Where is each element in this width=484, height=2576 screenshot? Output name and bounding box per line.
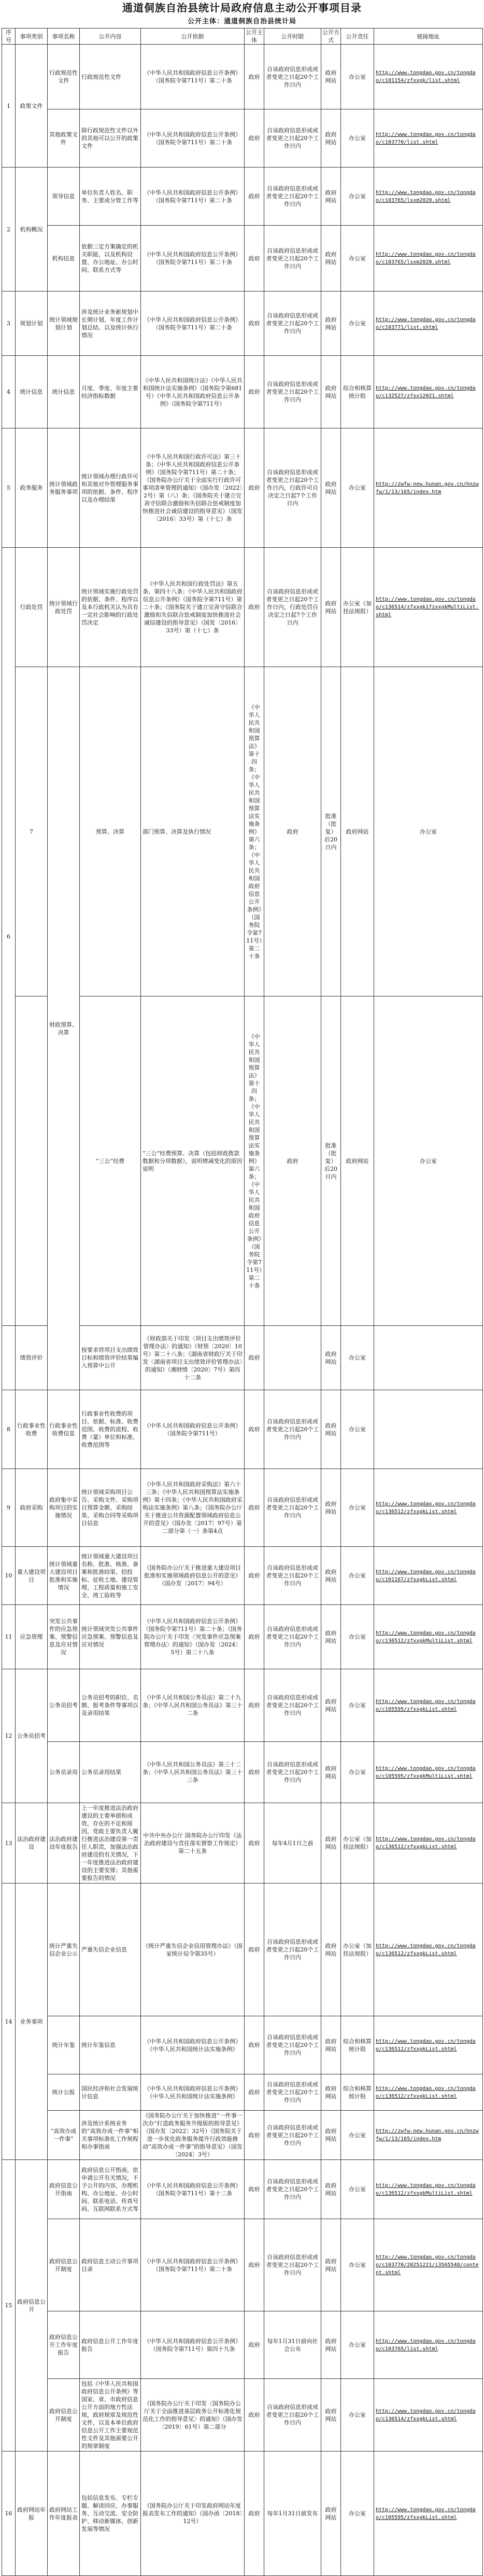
- table-cell: 政府: [245, 1326, 264, 1390]
- table-cell: 涉及统计系统业务的“高效办成一件事”相关事项标准化工作规程和办事指南: [80, 2111, 141, 2160]
- table-cell: 《国务院办公厅关于印发〈国务院办公厅关于全面推进基层政务公开标准化规范化工作的指导意见〉的通知》（国办发〔2019〕61号）第二部分: [141, 2379, 245, 2452]
- table-cell: 《国务院办公厅关于加快推进“一件事一次办”打造政务服务升级版的指导意见》（国办发〔2022〕32号）《国务院关于进一步优化政务服务提升行政效能推动“高效办成一件事”的指导意见》（国发〔2024〕3号）: [141, 2111, 245, 2160]
- table-cell: 5: [2, 428, 16, 548]
- table-cell: 自该政府信息形成或者变更之日起20个工作日内: [264, 2111, 321, 2160]
- table-cell: 每年1月31日前发布: [264, 2452, 321, 2576]
- table-cell: 依据三定方案确定的机关职能，以及机构设置、办公地址、办公时间、联系方式等: [80, 226, 141, 292]
- table-cell: 《中华人民共和国政府信息公开条例》（国务院令第711号）: [141, 1390, 245, 1469]
- table-row: [2, 356, 483, 428]
- table-cell: 包括《中华人民共和国政府信息公开条例》等国家、省、市政府信息公开方面的地方性法规，政府规章及规范性文件，以及本单位政府信息公开工作主要规范性文件及其他需要公开的规章制度: [80, 2379, 141, 2452]
- table-cell: 11: [2, 1605, 16, 1669]
- table-cell: 公务员录用: [48, 1742, 80, 1803]
- table-cell: 自该政府信息形成或者变更之日起20个工作日内: [264, 2160, 321, 2219]
- table-cell: 14: [2, 1883, 16, 2160]
- table-cell: 《中华人民共和国行政许可法》第三十条；《中华人民共和国政府信息公开条例》（国务院令第711号）第二十条；《国务院办公厅关于全面实行行政许可事项清单管理的通知》（国办发〔2022〕2号）第（八）条；《国务院关于建立完善守信联合激励和失信联合惩戒制度加快推进社会诚信建设的指导意见》（国发〔2016〕33号）第（十七）条: [141, 428, 245, 548]
- table-cell: 国民经济和社会发展统计信息: [80, 2074, 141, 2111]
- table-cell: 统计领域突发公共事件应急预案、预警信息及应对情况: [80, 1605, 141, 1669]
- link-cell[interactable]: http://www.tongdao.gov.cn/tongdao/c103771/list.shtml: [374, 292, 483, 356]
- table-cell: 政府网站工作年度报表: [48, 2452, 80, 2576]
- table-cell: 政府: [245, 2219, 264, 2311]
- table-cell: 批准（批复）后20日内: [321, 667, 341, 996]
- table-cell: 政府: [264, 667, 321, 996]
- catalog-page: [2, 0, 482, 2576]
- table-row: [2, 1469, 483, 1547]
- table-row: [2, 2311, 483, 2379]
- link-cell[interactable]: http://www.tongdao.gov.cn/tongdao/c136512/zfxxgkList.shtml: [374, 2016, 483, 2074]
- table-cell: 《中华人民共和国统计法》《中华人民共和国统计法实施条例》（国务院令第681号）《中华人民共和国政府信息公开条例》（国务院令第711号）: [141, 356, 245, 428]
- table-cell: 统计领域行政处罚: [48, 548, 80, 667]
- table-cell: 政府网站: [321, 2219, 341, 2311]
- table-cell: 自该政府信息形成或者变更之日起20个工作日内: [264, 109, 321, 168]
- table-cell: 《国务院办公厅关于推进重大建设项目批准和实施领域政府信息公开的意见》（国办发〔2017〕94号）: [141, 1547, 245, 1605]
- table-cell: 政府网站年报: [16, 2452, 48, 2576]
- link-cell[interactable]: http://www.tongdao.gov.cn/tongdao/c136512/zfxxgkMultiList.shtml: [374, 2160, 483, 2219]
- table-cell: 办公室: [341, 2379, 374, 2452]
- table-cell: 公务员招考: [16, 1669, 48, 1803]
- table-cell: 政府: [245, 2160, 264, 2219]
- table-cell: 按要求将项目支出绩效目标和绩效评价结果编入预算中公开: [80, 1326, 141, 1390]
- table-row: [2, 109, 483, 168]
- table-row: [2, 667, 483, 996]
- table-cell: 重大建设项目: [16, 1547, 48, 1605]
- link-cell[interactable]: http://www.tongdao.gov.cn/tongdao/c136512/zfxxgkList.shtml: [374, 1469, 483, 1547]
- header-cell: 公开内容: [80, 29, 141, 45]
- link-cell[interactable]: http://www.tongdao.gov.cn/tongdao/c103765/list.shtml: [374, 2311, 483, 2379]
- table-cell: 公务员录用结果: [80, 1742, 141, 1803]
- table-cell: 自该政府信息形成或者变更之日起20个工作日内: [264, 1390, 321, 1469]
- table-cell: 其他政策文件: [48, 109, 80, 168]
- link-cell[interactable]: http://www.tongdao.gov.cn/tongdao/c105595/zfxxgkMultiList.shtml: [374, 1742, 483, 1803]
- table-row: [2, 2379, 483, 2452]
- table-cell: 政府网站: [321, 1803, 341, 1883]
- table-cell: 行政处罚: [16, 548, 48, 667]
- table-row: [2, 292, 483, 356]
- table-cell: 业务事项: [16, 1883, 48, 2160]
- table-cell: 办公室（加挂法规股）: [341, 1883, 374, 2016]
- table-cell: 政府网站: [321, 2074, 341, 2111]
- table-cell: 《中华人民共和国政府信息公开条例》（国务院令第711号）第二十条: [141, 109, 245, 168]
- table-cell: 统计领域办理行政许可和其他对外管理服务事项的依据、条件、程序以及办理结果: [80, 428, 141, 548]
- table-cell: 7: [16, 667, 48, 996]
- table-cell: 公务员招考: [48, 1669, 80, 1742]
- header-cell: 公开时限: [264, 29, 321, 45]
- table-cell: 政策文件: [16, 45, 48, 168]
- table-cell: 政府采购: [16, 1469, 48, 1547]
- table-cell: 政府: [264, 996, 321, 1326]
- table-cell: 办公室: [341, 1390, 374, 1469]
- table-cell: 政府网站: [321, 356, 341, 428]
- table-cell: 《中华人民共和国政府信息公开条例》（国务院令第711号）第二十条: [141, 45, 245, 109]
- table-cell: 办公室: [341, 2452, 374, 2576]
- table-cell: 统计年鉴: [48, 2016, 80, 2074]
- table-cell: 政府: [245, 226, 264, 292]
- table-cell: 政府: [245, 1742, 264, 1803]
- table-cell: 自该政府信息形成或者变更之日起20个工作日内: [264, 2379, 321, 2452]
- link-cell[interactable]: http://www.tongdao.gov.cn/tongdao/c136512/zfxxgkMultiList.shtml: [374, 1605, 483, 1669]
- link-cell: [374, 1390, 483, 1469]
- table-cell: 月度、季度、年度主要经济指标数据: [80, 356, 141, 428]
- table-cell: 统计领域政务服务事项: [48, 428, 80, 548]
- table-cell: 《中华人民共和国政府信息公开条例》（国务院令第711号）第四十九条: [141, 2311, 245, 2379]
- table-cell: 政府网站: [341, 667, 374, 996]
- table-cell: 统计年鉴信息: [80, 2016, 141, 2074]
- table-row: [2, 1742, 483, 1803]
- table-cell: 政府网站: [321, 1547, 341, 1605]
- table-cell: 政府网站: [341, 996, 374, 1326]
- table-cell: 《中华人民共和国预算法》第十四条；《中华人民共和国预算法实施条例》第六条；《中华人民共和国政府信息公开条例》（国务院令第711号）第二十条: [245, 996, 264, 1326]
- table-cell: 政府: [245, 2111, 264, 2160]
- table-cell: 办公室: [341, 168, 374, 226]
- table-cell: 统计领域重大建设项目名称、批准、核准、备案和批准结果、招投标、征收土地、建设管理、工程质量和施工安全、竣工验收等: [80, 1547, 141, 1605]
- table-cell: 政府信息主动公开事项目录: [80, 2219, 141, 2311]
- table-cell: 政府网站: [321, 2016, 341, 2074]
- table-cell: 办公室: [341, 226, 374, 292]
- table-cell: 《中华人民共和国公务员法》第二十九条；《中华人民共和国公务员法》第三十二条: [141, 1669, 245, 1742]
- table-cell: [16, 996, 48, 1326]
- table-cell: 每年1月31日前向社会公布: [264, 2311, 321, 2379]
- table-cell: 统计领域采购项目公告、采购文件、采购项目预算金额、采购结果、采购合同等采购项目信息: [80, 1469, 141, 1547]
- table-cell: 办公室: [341, 109, 374, 168]
- table-cell: 办公室: [341, 428, 374, 548]
- table-cell: 政府网站: [321, 2311, 341, 2379]
- table-cell: 政府: [245, 1547, 264, 1605]
- table-cell: 政府网站: [321, 1390, 341, 1469]
- table-cell: 预算、决算: [80, 667, 141, 996]
- table-cell: 《中华人民共和国政府信息公开条例》（国务院令第711号）第二十条；《国务院办公厅关于印发〈突发事件应急预案管理办法〉的通知》（国办发〔2024〕5号）第二十八条: [141, 1605, 245, 1669]
- table-cell: 政府网站: [321, 2379, 341, 2452]
- table-cell: 政府: [245, 292, 264, 356]
- table-cell: 办公室: [341, 1547, 374, 1605]
- page-title: 通道侗族自治县统计局政府信息主动公开事项目录: [122, 2, 362, 14]
- table-cell: 办公室: [341, 2311, 374, 2379]
- table-cell: 政府网站: [321, 226, 341, 292]
- table-cell: 自该政府信息形成或者变更之日起20个工作日内: [264, 1605, 321, 1669]
- table-cell: 《财政部关于印发〈项目支出绩效评价管理办法〉的通知》（财预〔2020〕10号）第二十八条；《湖南省财政厅关于印发〈湖南省项目支出绩效评价管理办法〉的通知》（湘财绩〔2020〕7号）第四十二条: [141, 1326, 245, 1390]
- table-cell: 应急管理: [16, 1605, 48, 1669]
- table-cell: 自该政府信息形成或者变更之日起20个工作日内: [264, 168, 321, 226]
- table-cell: 自该政府信息形成或者变更之日起20个工作日内: [264, 1742, 321, 1803]
- table-cell: 政府: [245, 548, 264, 667]
- table-cell: 自该政府信息形成或者变更之日起20个工作日内: [264, 2074, 321, 2111]
- table-cell: 办公室（加挂法规股）: [341, 548, 374, 667]
- link-cell[interactable]: http://www.tongdao.gov.cn/tongdao/c105595/zfxxgkList.shtml: [374, 1669, 483, 1742]
- table-cell: 政府信息公开工作年度报告: [48, 2311, 80, 2379]
- table-cell: 公务员招考的职位、名额、报考条件等事项以及录用结果: [80, 1669, 141, 1742]
- table-cell: 政府网站: [321, 2452, 341, 2576]
- table-row: [2, 1883, 483, 2016]
- table-cell: 《中华人民共和国政府信息公开条例》（国务院令第711号）第二十条: [141, 2219, 245, 2311]
- table-cell: 8: [2, 1390, 16, 1469]
- table-cell: 政府信息公开制度: [48, 2379, 80, 2452]
- table-cell: 政府网站: [321, 1605, 341, 1669]
- table-cell: 自该政府信息形成或者变更之日起20个工作日内，行政许可自决定之日起7个工作日内: [264, 428, 321, 548]
- link-cell[interactable]: http://www.tongdao.gov.cn/tongdao/c136514/zfxxgk1fzxxgkMultiList.shtml: [374, 548, 483, 667]
- table-cell: 行政事业性收费的项目、依据、标准、收费范围、收费的流程、收费（量）单位和标准、收费范围等: [80, 1390, 141, 1469]
- header-cell: 事项类别: [16, 29, 48, 45]
- table-row: [2, 1669, 483, 1742]
- table-cell: 办公室: [374, 667, 483, 996]
- table-cell: 政府网站: [321, 292, 341, 356]
- table-cell: 政府: [245, 428, 264, 548]
- table-cell: 政府网站: [321, 2111, 341, 2160]
- table-row: [2, 2111, 483, 2160]
- table-cell: 政府网站: [321, 548, 341, 667]
- table-cell: 办公室: [341, 2219, 374, 2311]
- link-cell[interactable]: http://www.tongdao.gov.cn/tongdao/c105595/zfxxgkList.shtml: [374, 2452, 483, 2576]
- link-cell[interactable]: http://www.tongdao.gov.cn/tongdao/c136514/zfxxgkList.shtml: [374, 2379, 483, 2452]
- table-row: [2, 1803, 483, 1883]
- table-cell: 12: [2, 1669, 16, 1803]
- table-cell: 办公室: [341, 1326, 374, 1390]
- link-cell[interactable]: http://www.tongdao.gov.cn/tongdao/c103765/lsxm2020.shtml: [374, 168, 483, 226]
- table-cell: 办公室: [341, 1742, 374, 1803]
- table-cell: 政府: [245, 1469, 264, 1547]
- table-cell: 统计领域重大建设项目批准和实施情况: [48, 1547, 80, 1605]
- catalog-table: [2, 28, 483, 2576]
- table-cell: 政府信息公开指南: [48, 2160, 80, 2219]
- table-cell: 政府: [245, 2379, 264, 2452]
- table-cell: 中共中央办公厅 国务院办公厅印发《法治政府建设与责任落实督察工作规定》第二十五条: [141, 1803, 245, 1883]
- table-cell: 2: [2, 168, 16, 292]
- header-cell: 公开方式: [321, 29, 341, 45]
- table-cell: 上一年度推进法治政府建设的主要举措和成效，存在的不足和原因，党政主要负责人履行推进法治建设第一责任人职责，加强法治政府建设的有关情况，下一年度推进法治政府建设的主要安排；其他需要报告的情况: [80, 1803, 141, 1883]
- table-row: [2, 2074, 483, 2111]
- table-cell: 政府: [245, 1803, 264, 1883]
- table-cell: 6: [2, 548, 16, 1326]
- table-row: [2, 1390, 483, 1469]
- table-cell: 《中华人民共和国政府信息公开条例》（国务院令第711号）第二十条: [141, 168, 245, 226]
- header-cell: 公开责任: [341, 29, 374, 45]
- table-row: [2, 168, 483, 226]
- table-cell: 《中华人民共和国政府信息公开条例》（国务院令第711号）第二十条: [141, 226, 245, 292]
- table-cell: 自该政府信息形成或者变更之日起20个工作日内: [264, 356, 321, 428]
- table-cell: “三公”经费预算、决算（包括财政拨款数据和分项数据），说明增减变化的原因说明: [141, 996, 245, 1326]
- table-cell: 《中华人民共和国政府采购法》第六十三条；《中华人民共和国预算法实施条例》第十四条；《中华人民共和国政府采购法实施条例》第八条；《国务院办公厅关于推进公共资源配置领域政府信息公开的意见》（国办发〔2017〕97号）第二部分第（一）条第4点: [141, 1469, 245, 1547]
- table-cell: [264, 1326, 321, 1390]
- table-row: [2, 2160, 483, 2219]
- table-cell: 综合和核算统计股: [341, 2016, 374, 2074]
- link-cell[interactable]: http://www.tongdao.gov.cn/tongdao/c136512/zfxxgkList.shtml: [374, 2074, 483, 2111]
- table-cell: “三公”经费: [80, 996, 141, 1326]
- table-cell: 办公室: [341, 1669, 374, 1742]
- table-cell: 《国务院办公厅关于印发政府网站年度报表发布工作的通知》（国办函〔2018〕12号）: [141, 2452, 245, 2576]
- table-cell: 行政规范性文件: [80, 45, 141, 109]
- table-cell: 自该政府信息形成或者变更之日起20个工作日内: [264, 226, 321, 292]
- table-cell: 政府集中采购项目的实施情况: [48, 1469, 80, 1547]
- table-cell: 《中华人民共和国行政处罚法》第五条、第四十八条；《中华人民共和国政府信息公开条例》（国务院令第711号）第二十条；《国务院关于建立完善守信联合激励和失信联合惩戒制度加快推进社会诚信建设的指导意见》（国发〔2016〕33号）第（十七）条: [141, 548, 245, 667]
- table-cell: 政府: [245, 1669, 264, 1742]
- table-cell: 统计信息: [16, 356, 48, 428]
- table-cell: 政府: [245, 2074, 264, 2111]
- table-cell: 《中华人民共和国政府信息公开条例》《中华人民共和国统计法实施条例》: [141, 2016, 245, 2074]
- table-cell: 自该政府信息形成或者变更之日起20个工作日内: [264, 292, 321, 356]
- table-cell: 办公室: [341, 45, 374, 109]
- table-cell: 自该政府信息形成或者变更之日起20个工作日内: [264, 1669, 321, 1742]
- table-cell: 政府网站: [321, 45, 341, 109]
- table-cell: 自该政府信息形成或者变更之日起20个工作日内: [264, 1469, 321, 1547]
- table-cell: 办公室（加挂法规股）: [341, 1803, 374, 1883]
- table-cell: 除行政规范性文件以外的其他可以公开的政策文件: [80, 109, 141, 168]
- table-cell: 16: [2, 2452, 16, 2576]
- table-cell: 综合和核算统计股: [341, 356, 374, 428]
- table-cell: 《中华人民共和国预算法》第十四条；《中华人民共和国预算法实施条例》第六条；《中华人民共和国政府信息公开条例》（国务院令第711号）第二十条: [245, 667, 264, 996]
- link-cell[interactable]: http://zwfw-new.hunan.gov.cn/hnzwfw/1/13/165/index.htm: [374, 2111, 483, 2160]
- header-cell: 公开主体: [245, 29, 264, 45]
- table-cell: 政务服务: [16, 428, 48, 548]
- table-cell: 统计信息: [48, 356, 80, 428]
- table-cell: 绩效评价: [16, 1326, 48, 1390]
- link-cell: [374, 1326, 483, 1390]
- table-row: [2, 548, 483, 667]
- table-cell: 突发公共事件的应急预案、预警信息及应对情况: [48, 1605, 80, 1669]
- table-cell: 机构概况: [16, 168, 48, 292]
- table-cell: 严重失信企业信息: [80, 1883, 141, 2016]
- header-cell: 公开依据: [141, 29, 245, 45]
- table-cell: 包括信息发布、专栏专题、解读回应、办事服务、互动交流、安全防护、移动新媒体、创新发展等情况: [80, 2452, 141, 2576]
- table-cell: 自该政府信息形成或者变更之日起20个工作日内，行政处罚自决定之日起7个工作日内: [264, 548, 321, 667]
- link-cell[interactable]: http://www.tongdao.gov.cn/tongdao/c101154/zfxxgk/list.shtml: [374, 45, 483, 109]
- table-row: [2, 1605, 483, 1669]
- table-cell: 财政预算、决算: [48, 667, 80, 1390]
- table-body: [2, 45, 483, 2576]
- table-cell: 政府网站: [321, 109, 341, 168]
- table-cell: 政府网站: [321, 1469, 341, 1547]
- table-cell: 领导信息: [48, 168, 80, 226]
- table-cell: 政府信息公开: [16, 2160, 48, 2452]
- table-cell: 办公室: [341, 1605, 374, 1669]
- header-cell: 事项名称: [48, 29, 80, 45]
- link-cell[interactable]: http://www.tongdao.gov.cn/tongdao/c136512/zfxxgkList.shtml: [374, 1883, 483, 2016]
- table-cell: 政府网站: [321, 1742, 341, 1803]
- table-cell: 自该政府信息形成或者变更之日起20个工作日内: [264, 45, 321, 109]
- table-cell: 统计领域实施行政处罚的依据、条件、程序以及本行政机关认为具有一定社会影响的行政处罚决定: [80, 548, 141, 667]
- link-cell[interactable]: http://www.tongdao.gov.cn/tongdao/c103770/20251221/i3565548/content.shtml: [374, 2219, 483, 2311]
- table-cell: 自该政府信息形成或者变更之日起20个工作日内: [264, 2016, 321, 2074]
- table-cell: 政府: [245, 2452, 264, 2576]
- table-cell: 批准（批复）后20日内: [321, 996, 341, 1326]
- table-cell: 政府: [245, 1390, 264, 1469]
- table-cell: 政府: [245, 1605, 264, 1669]
- table-cell: 政府: [245, 45, 264, 109]
- table-row: [2, 2219, 483, 2311]
- link-cell[interactable]: http://www.tongdao.gov.cn/tongdao/c132527/zfxx12021.shtml: [374, 356, 483, 428]
- link-cell[interactable]: http://www.tongdao.gov.cn/tongdao/c136512/zfxxgkList.shtml: [374, 1803, 483, 1883]
- header-cell: 序号: [2, 29, 16, 45]
- table-cell: 规划计划: [16, 292, 48, 356]
- table-cell: 1: [2, 45, 16, 168]
- table-cell: 自该政府信息形成或者变更之日起20个工作日内: [264, 2219, 321, 2311]
- link-cell[interactable]: http://www.tongdao.gov.cn/tongdao/c103765/lsxm2020.shtml: [374, 226, 483, 292]
- table-cell: 政府: [245, 356, 264, 428]
- table-cell: 办公室: [341, 2111, 374, 2160]
- table-cell: 每年4月1日之前: [264, 1803, 321, 1883]
- table-cell: 单位负责人姓名、职务、主要成分管工作等: [80, 168, 141, 226]
- table-cell: 政府: [245, 2311, 264, 2379]
- table-cell: 政府网站: [321, 168, 341, 226]
- table-cell: 办公室: [341, 292, 374, 356]
- link-cell[interactable]: http://zwfw-new.hunan.gov.cn/hnzwfw/1/13/165/index.htm: [374, 428, 483, 548]
- link-cell[interactable]: http://www.tongdao.gov.cn/tongdao/c103770/list.shtml: [374, 109, 483, 168]
- table-cell: 统计严重失信企业公示: [48, 1883, 80, 2016]
- table-cell: 10: [2, 1547, 16, 1605]
- table-cell: 行政事业性收费: [16, 1390, 48, 1469]
- table-cell: 自该政府信息形成或者变更之日起20个工作日内: [264, 1883, 321, 2016]
- table-cell: 涉及统计业务新规划中长期计划、年度工作计划总结、以及统计执行情况: [80, 292, 141, 356]
- table-cell: 政府网站: [321, 428, 341, 548]
- table-cell: 《中华人民共和国公务员法》第三十二条；《中华人民共和国公务员法》第三十三条: [141, 1742, 245, 1803]
- table-row: [2, 428, 483, 548]
- table-cell: 行政事业性收费信息: [48, 1390, 80, 1469]
- table-cell: 政府: [245, 1883, 264, 2016]
- table-cell: “高效办成一件事”: [48, 2111, 80, 2160]
- table-cell: 法治政府建设年度报告: [48, 1803, 80, 1883]
- table-cell: 法治政府建设: [16, 1803, 48, 1883]
- table-cell: 统计领域规划计划: [48, 292, 80, 356]
- table-cell: 9: [2, 1469, 16, 1547]
- table-cell: 办公室: [341, 2160, 374, 2219]
- table-cell: 政府网站: [321, 1883, 341, 2016]
- table-cell: 政府网站: [321, 1669, 341, 1742]
- table-cell: 政府: [245, 168, 264, 226]
- table-cell: 综合和核算统计股: [341, 2074, 374, 2111]
- table-cell: 15: [2, 2160, 16, 2452]
- table-cell: 政府网站: [321, 1326, 341, 1390]
- table-cell: 自该政府信息形成或者变更之日起20个工作日内: [264, 1547, 321, 1605]
- table-cell: 3: [2, 292, 16, 356]
- table-cell: 政府网站: [321, 2160, 341, 2219]
- table-row: [2, 1547, 483, 1605]
- table-cell: 办公室: [374, 996, 483, 1326]
- table-cell: 《统计严重失信企业信用管理办法》（国家统计局令第35号）: [141, 1883, 245, 2016]
- table-cell: 行政规范性文件: [48, 45, 80, 109]
- table-cell: 统计公报: [48, 2074, 80, 2111]
- link-cell[interactable]: http://www.tongdao.gov.cn/tongdao/c101167/zfxxgkList.shtml: [374, 1547, 483, 1605]
- table-cell: 《中华人民共和国政府信息公开条例》（国务院令第711号）第二十条: [141, 292, 245, 356]
- table-cell: 政府信息公开制度: [48, 2219, 80, 2311]
- header-cell: 链接地址: [374, 29, 483, 45]
- table-header-row: [2, 29, 483, 45]
- table-cell: 政府: [245, 109, 264, 168]
- table-cell: 《中华人民共和国政府信息公开条例》（国务院令第711号）第十二条: [141, 2160, 245, 2219]
- table-row: [2, 45, 483, 109]
- table-row: [2, 226, 483, 292]
- table-cell: 政府: [245, 2016, 264, 2074]
- table-cell: 机构信息: [48, 226, 80, 292]
- table-cell: 4: [2, 356, 16, 428]
- table-row: [2, 2452, 483, 2576]
- table-cell: 《中华人民共和国政府信息公开条例》《中华人民共和国统计法实施条例》: [141, 2074, 245, 2111]
- table-cell: 办公室: [341, 1469, 374, 1547]
- publisher-line: 公开主体：通道侗族自治县统计局: [187, 18, 296, 25]
- table-cell: [2, 1326, 16, 1390]
- table-cell: 政府信息公开工作年度报告: [80, 2311, 141, 2379]
- table-row: [2, 2016, 483, 2074]
- table-cell: 部门预算、决算及执行情况: [141, 667, 245, 996]
- table-cell: 政府信息公开指南，依申请公开有关情况，不予公开的内容，办理机构、办公地址、办公时间、联系电话、传真号码、互联网联系方式等: [80, 2160, 141, 2219]
- table-cell: 13: [2, 1803, 16, 1883]
